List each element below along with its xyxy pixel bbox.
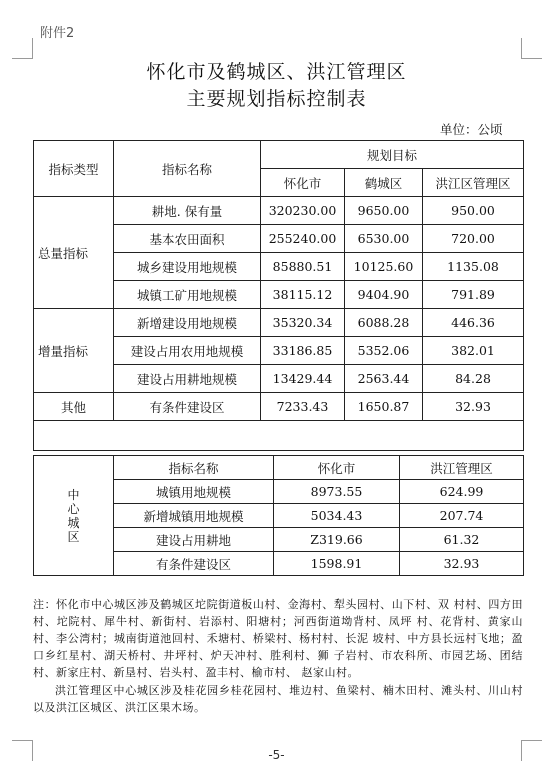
document-title-line2: 主要规划指标控制表 [186,88,367,110]
page-number: -5- [268,748,285,762]
row-name: 新增建设用地规模 [114,309,261,337]
table-row [34,393,524,421]
value-huaihua: 38115.12 [261,281,345,309]
value-hongjiang: 446.36 [423,309,524,337]
row-name: 城乡建设用地规模 [114,253,261,281]
central-city-label [34,456,114,576]
header-huaihua: 怀化市 [261,169,345,197]
value-hecheng: 6088.28 [345,309,423,337]
group-label-total: 总量指标 [34,197,114,309]
value-hongjiang: 950.00 [423,197,524,225]
value-huaihua: 8973.55 [274,480,400,504]
header-hongjiang: 洪江区管理区 [423,169,524,197]
value-hongjiang: 720.00 [423,225,524,253]
row-name: 城镇用地规模 [114,480,274,504]
value-hongjiang: 791.89 [423,281,524,309]
header-indicator-name: 指标名称 [114,141,261,197]
blank-cell [34,421,524,451]
value-hecheng: 1650.87 [345,393,423,421]
footnote-huaihua: 注：怀化市中心城区涉及鹤城区坨院街道板山村、金海村、犁头园村、山下村、双 村村、四方田村、坨院村、犀牛村、新街村、岩添村、阳塘村；河西街道坳背村、凤坪 村、花背村、黄家山村、李公湾村；城南街道池回村、禾塘村、桥梁村、杨村村、长泥 坡村、中方县长远村飞地；盈口乡红星村、湖天桥村、井坪村、炉天冲村、胜利村、狮 子岩村、市农科所、市园艺场、团结村、新家庄村、新垦村、岩头村、盈丰村、榆市村、 赵家山村。 [33,598,523,679]
value-hongjiang: 32.93 [400,552,524,576]
table-header-row [34,141,524,169]
value-hongjiang: 1135.08 [423,253,524,281]
value-hongjiang: 624.99 [400,480,524,504]
sub-header-name: 指标名称 [114,456,274,480]
document-title-line1: 怀化市及鹤城区、洪江管理区 [146,61,407,83]
group-label-increment: 增量指标 [34,309,114,393]
value-huaihua: 35320.34 [261,309,345,337]
value-hongjiang: 382.01 [423,337,524,365]
main-indicator-table [33,140,524,451]
row-name: 耕地. 保有量 [114,197,261,225]
unit-label: 单位：公顷 [440,122,503,137]
row-name: 有条件建设区 [114,552,274,576]
row-name: 有条件建设区 [114,393,261,421]
value-hecheng: 10125.60 [345,253,423,281]
value-huaihua: 255240.00 [261,225,345,253]
sub-header-hongjiang: 洪江管理区 [400,456,524,480]
value-hecheng: 5352.06 [345,337,423,365]
header-indicator-type: 指标类型 [34,141,114,197]
crop-mark-top-right [521,38,542,59]
row-name: 建设占用耕地 [114,528,274,552]
header-hecheng: 鹤城区 [345,169,423,197]
value-hongjiang: 61.32 [400,528,524,552]
footnote-hongjiang: 洪江管理区中心城区涉及桂花园乡桂花园村、堆边村、鱼梁村、楠木田村、滩头村、川山村以及洪江区城区、洪江区果木场。 [33,684,523,714]
value-huaihua: 5034.43 [274,504,400,528]
value-hecheng: 9404.90 [345,281,423,309]
subtable-header-row [34,456,524,480]
central-city-char: 中 [67,487,80,502]
row-name: 建设占用农用地规模 [114,337,261,365]
crop-mark-top-left [12,38,33,59]
row-name: 城镇工矿用地规模 [114,281,261,309]
central-city-table [33,455,524,576]
value-hecheng: 2563.44 [345,365,423,393]
value-hecheng: 6530.00 [345,225,423,253]
value-huaihua: 85880.51 [261,253,345,281]
annex-label: 附件2 [40,26,75,41]
central-city-char: 区 [67,529,80,544]
table-row [34,309,524,337]
central-city-char: 城 [67,515,80,530]
value-hongjiang: 207.74 [400,504,524,528]
value-huaihua: 33186.85 [261,337,345,365]
row-name: 基本农田面积 [114,225,261,253]
value-hongjiang: 84.28 [423,365,524,393]
value-hecheng: 9650.00 [345,197,423,225]
value-hongjiang: 32.93 [423,393,524,421]
central-city-char: 心 [67,501,80,516]
header-planning-target: 规划目标 [261,141,524,169]
row-name: 建设占用耕地规模 [114,365,261,393]
row-name: 新增城镇用地规模 [114,504,274,528]
table-row [34,197,524,225]
value-huaihua: 13429.44 [261,365,345,393]
group-label-other: 其他 [34,393,114,421]
sub-header-huaihua: 怀化市 [274,456,400,480]
value-huaihua: 320230.00 [261,197,345,225]
value-huaihua: 7233.43 [261,393,345,421]
blank-row [34,421,524,451]
value-huaihua: 1598.91 [274,552,400,576]
value-huaihua: Z319.66 [274,528,400,552]
